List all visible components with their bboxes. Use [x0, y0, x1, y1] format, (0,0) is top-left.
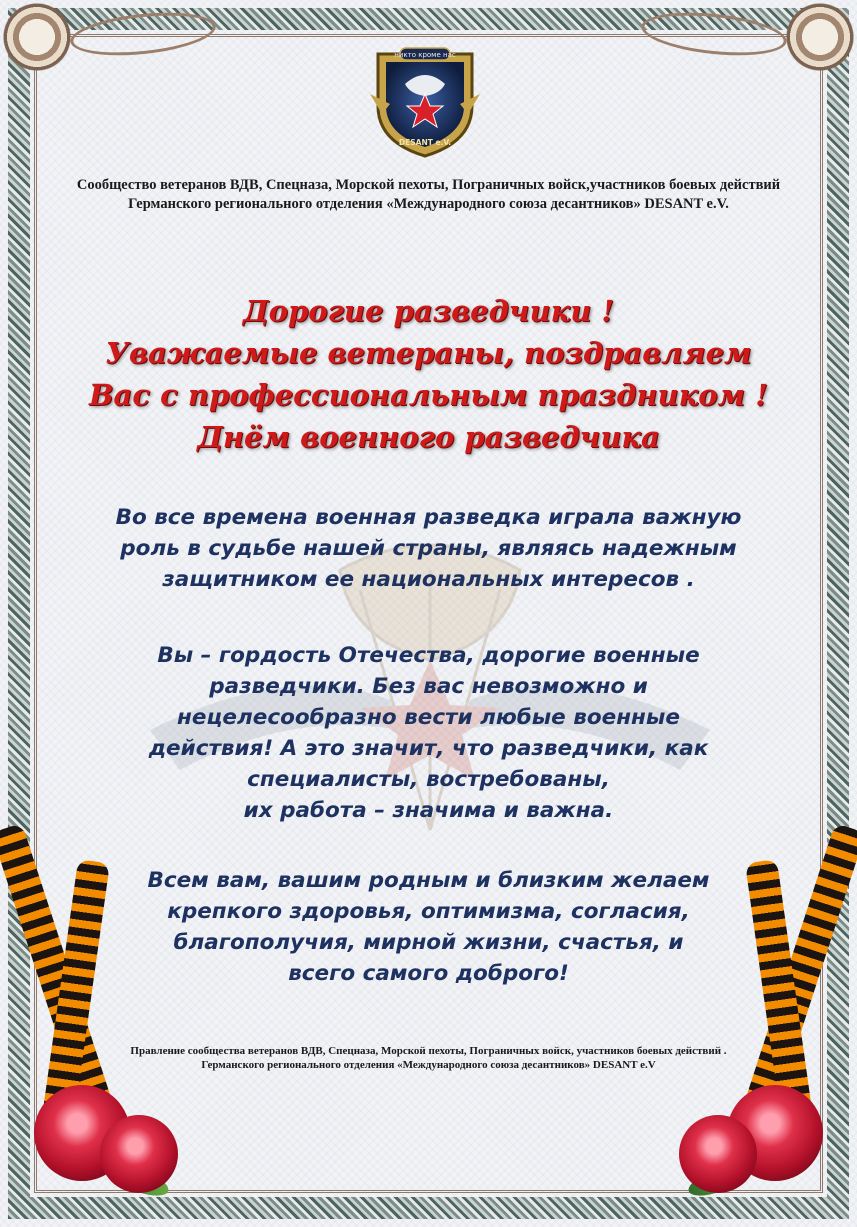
organization-header — [70, 176, 787, 214]
paragraph-line: крепкого здоровья, оптимизма, согласия, — [167, 899, 690, 924]
paragraph-line: действия! А это значит, что разведчики, как — [148, 736, 709, 761]
title-line: Дорогие разведчики ! — [242, 294, 615, 328]
paragraph-line: Во все времена военная разведка играла важную — [115, 505, 742, 530]
paragraph-line: благополучия, мирной жизни, счастья, и — [173, 930, 684, 955]
paragraph-line: роль в судьбе нашей страны, являясь надежным — [120, 536, 737, 561]
paragraph-line: всего самого доброго! — [288, 961, 569, 986]
carnation-icon — [100, 1115, 178, 1193]
footer-line: Правление сообщества ветеранов ВДВ, Спецназа, Морской пехоты, Пограничных войск, участников боевых действий . — [130, 1045, 727, 1057]
emblem-icon — [360, 44, 490, 160]
title-line: Вас с профессиональным праздником ! — [89, 378, 768, 412]
corner-ornament-icon — [785, 2, 855, 72]
paragraph-2 — [70, 640, 787, 826]
footer-signature — [90, 1044, 767, 1072]
paragraph-3 — [70, 865, 787, 989]
paragraph-line: Вы – гордость Отечества, дорогие военные — [157, 643, 700, 668]
carnation-icon — [679, 1115, 757, 1193]
corner-ornament-icon — [2, 2, 72, 72]
footer-line: Германского регионального отделения «Международного союза десантников» DESANT e.V — [201, 1059, 656, 1071]
paragraph-line: их работа – значима и важна. — [243, 798, 614, 823]
header-line: Сообщество ветеранов ВДВ, Спецназа, Морской пехоты, Пограничных войск,участников боевых действий — [76, 177, 781, 193]
paragraph-1 — [70, 502, 787, 595]
paragraph-line: разведчики. Без вас невозможно и — [209, 674, 648, 699]
paragraph-line: Всем вам, вашим родным и близким желаем — [147, 868, 710, 893]
paragraph-line: нецелесообразно вести любые военные — [177, 705, 680, 730]
emblem-ring-text: никто кроме нас — [394, 51, 456, 59]
title-line: Уважаемые ветераны, поздравляем — [105, 336, 752, 370]
title-line: Днём военного разведчика — [197, 420, 660, 454]
paragraph-line: защитником ее национальных интересов . — [162, 567, 695, 592]
emblem-bottom-text: DESANT e.V. — [398, 138, 452, 147]
header-line: Германского регионального отделения «Международного союза десантников» DESANT e.V. — [128, 196, 729, 212]
greeting-title — [70, 290, 787, 458]
paragraph-line: специалисты, востребованы, — [247, 767, 610, 792]
